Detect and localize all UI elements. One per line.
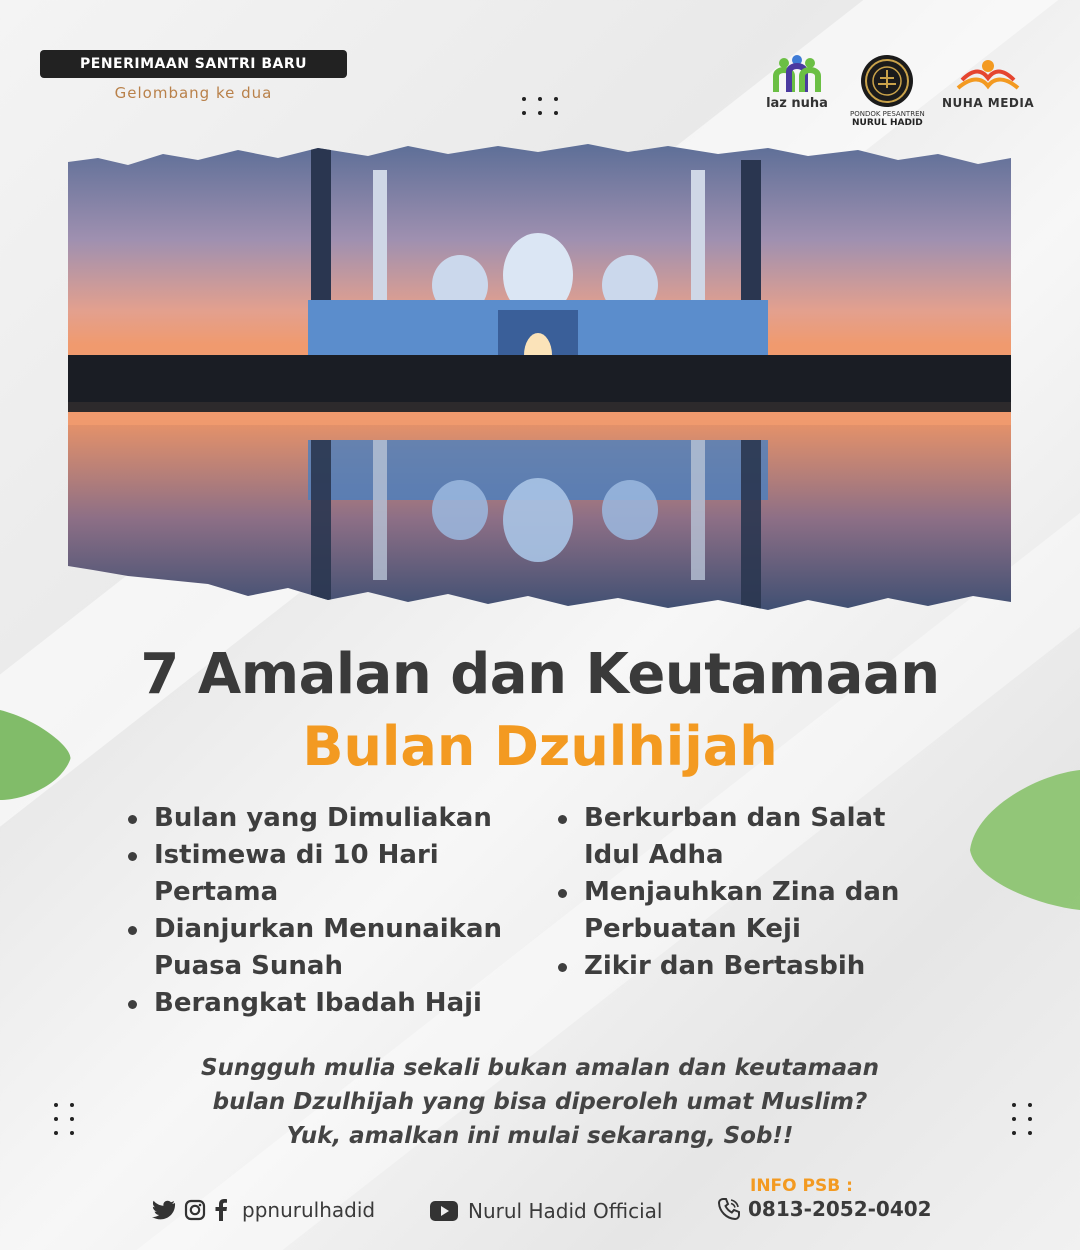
list-item: Zikir dan Bertasbih (558, 948, 928, 985)
amalan-list-right (558, 800, 928, 985)
closing-line-2: bulan Dzulhijah yang bisa diperoleh umat Muslim? (212, 1089, 868, 1115)
youtube-icon[interactable] (430, 1201, 458, 1221)
nuha-media-logo (942, 56, 1034, 110)
twitter-icon[interactable] (152, 1200, 176, 1220)
dots-decoration (54, 1103, 74, 1135)
pondok-label: PONDOK PESANTREN (850, 110, 925, 118)
dots-decoration (522, 97, 558, 115)
wave-subtitle: Gelombang ke dua (114, 84, 273, 102)
list-item: Bulan yang Dimuliakan (128, 800, 528, 837)
youtube-channel[interactable] (430, 1199, 663, 1223)
dots-decoration (1012, 1103, 1032, 1135)
closing-line-3: Yuk, amalkan ini mulai sekarang, Sob!! (286, 1123, 794, 1149)
closing-text (0, 1051, 1080, 1153)
list-item: Dianjurkan Menunaikan Puasa Sunah (128, 911, 528, 985)
facebook-icon[interactable] (214, 1199, 228, 1221)
list-item: Berangkat Ibadah Haji (128, 985, 528, 1022)
social-handle-text[interactable]: ppnurulhadid (242, 1198, 376, 1222)
pondok-name: NURUL HADID (852, 118, 923, 128)
list-item: Istimewa di 10 Hari Pertama (128, 837, 528, 911)
closing-line-1: Sungguh mulia sekali bukan amalan dan keutamaan (200, 1055, 880, 1081)
phone-number[interactable]: 0813-2052-0402 (748, 1197, 932, 1221)
list-item: Menjauhkan Zina dan Perbuatan Keji (558, 874, 928, 948)
mosque-photo (68, 140, 1011, 612)
amalan-list-left (128, 800, 528, 1022)
leaf-decoration-right (965, 770, 1080, 910)
list-item: Berkurban dan Salat Idul Adha (558, 800, 928, 874)
registration-badge: PENERIMAAN SANTRI BARU (40, 50, 347, 78)
info-psb-label: INFO PSB : (750, 1176, 853, 1196)
title-line-1: 7 Amalan dan Keutamaan (140, 642, 940, 707)
laz-nuha-logo (762, 54, 832, 111)
phone-contact[interactable] (718, 1197, 932, 1221)
nuha-media-text: NUHA MEDIA (942, 96, 1035, 110)
pondok-pesantren-logo (850, 54, 925, 128)
title-line-2: Bulan Dzulhijah (302, 715, 778, 778)
phone-icon (718, 1198, 740, 1220)
social-media-handle[interactable] (152, 1198, 375, 1222)
youtube-channel-name[interactable]: Nurul Hadid Official (468, 1199, 663, 1223)
instagram-icon[interactable] (184, 1199, 206, 1221)
laz-nuha-text: laz nuha (766, 96, 828, 111)
